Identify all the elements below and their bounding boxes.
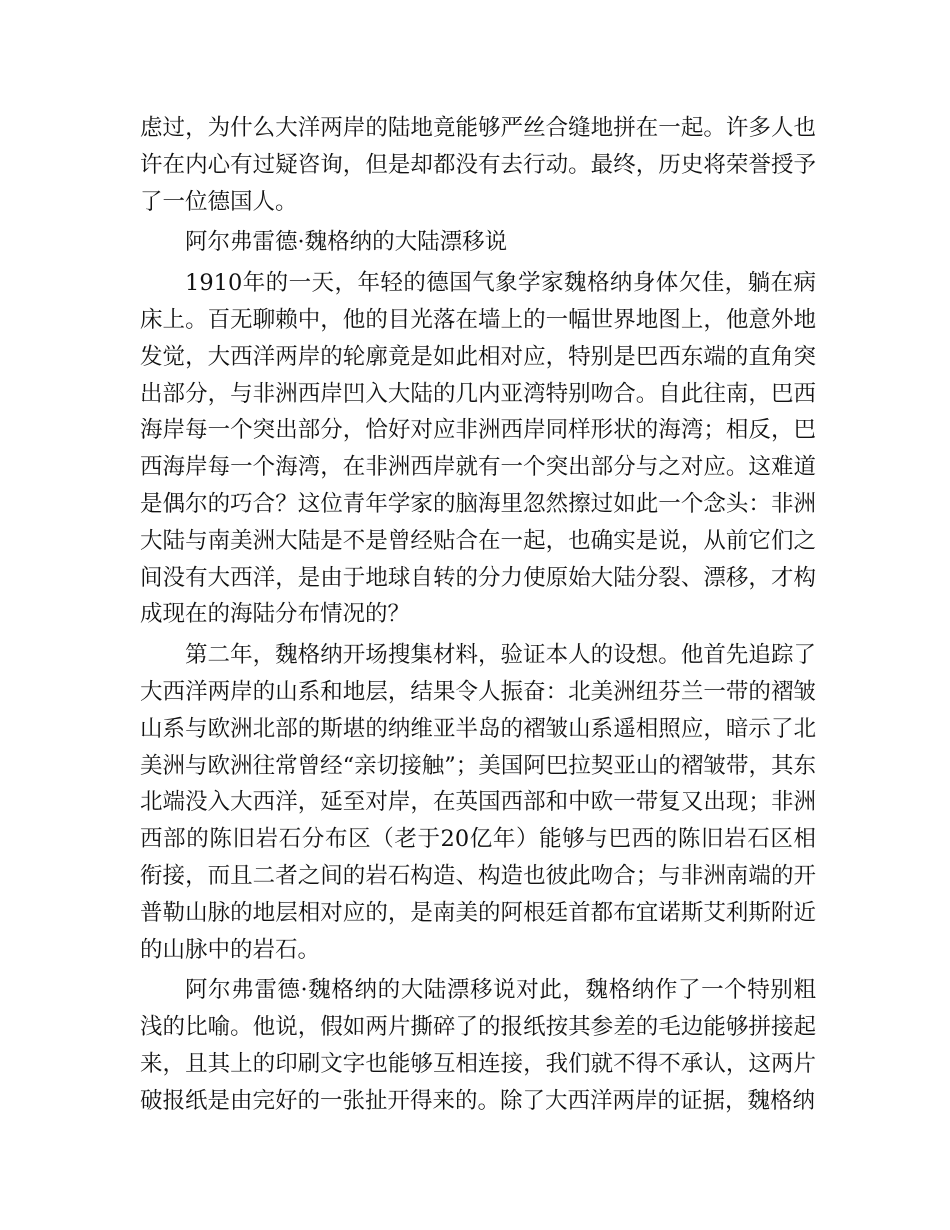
document-body <box>140 110 816 1124</box>
paragraph-newspaper-analogy: 阿尔弗雷德·魏格纳的大陆漂移说对此，魏格纳作了一个特别粗浅的比喻。他说，假如两片撕碎了的报纸按其参差的毛边能够拼接起来，且其上的印刷文字也能够互相连接，我们就不得不承认，这两片破报纸是由完好的一张扯开得来的。除了大西洋两岸的证据，魏格纳 <box>140 977 816 1114</box>
section-heading: 阿尔弗雷德·魏格纳的大陆漂移说 <box>185 229 508 256</box>
paragraph-evidence-mountains: 第二年，魏格纳开场搜集材料，验证本人的设想。他首先追踪了大西洋两岸的山系和地层，结果令人振奋：北美洲纽芬兰一带的褶皱山系与欧洲北部的斯堪的纳维亚半岛的褶皱山系遥相照应，暗示了北美洲与欧洲往常曾经“亲切接触”；美国阿巴拉契亚山的褶皱带，其东北端没入大西洋，延至对岸，在英国西部和中欧一带复又出现；非洲西部的陈旧岩石分布区（老于20亿年）能够与巴西的陈旧岩石区相衔接，而且二者之间的岩石构造、构造也彼此吻合；与非洲南端的开普勒山脉的地层相对应的，是南美的阿根廷首都布宜诺斯艾利斯附近的山脉中的岩石。 <box>140 642 816 963</box>
paragraph-1910-observation: 1910年的一天，年轻的德国气象学家魏格纳身体欠佳，躺在病床上。百无聊赖中，他的目光落在墙上的一幅世界地图上，他意外地发觉，大西洋两岸的轮廓竟是如此相对应，特别是巴西东端的直角突出部分，与非洲西岸凹入大陆的几内亚湾特别吻合。自此往南，巴西海岸每一个突出部分，恰好对应非洲西岸同样形状的海湾；相反，巴西海岸每一个海湾，在非洲西岸就有一个突出部分与之对应。这难道是偶尔的巧合？这位青年学家的脑海里忽然擦过如此一个念头：非洲大陆与南美洲大陆是不是曾经贴合在一起，也确实是说，从前它们之间没有大西洋，是由于地球自转的分力使原始大陆分裂、漂移，才构成现在的海陆分布情况的？ <box>140 270 816 628</box>
paragraph-continuation: 虑过，为什么大洋两岸的陆地竟能够严丝合缝地拼在一起。许多人也许在内心有过疑咨询，但是却都没有去行动。最终，历史将荣誉授予了一位德国人。 <box>140 115 816 215</box>
